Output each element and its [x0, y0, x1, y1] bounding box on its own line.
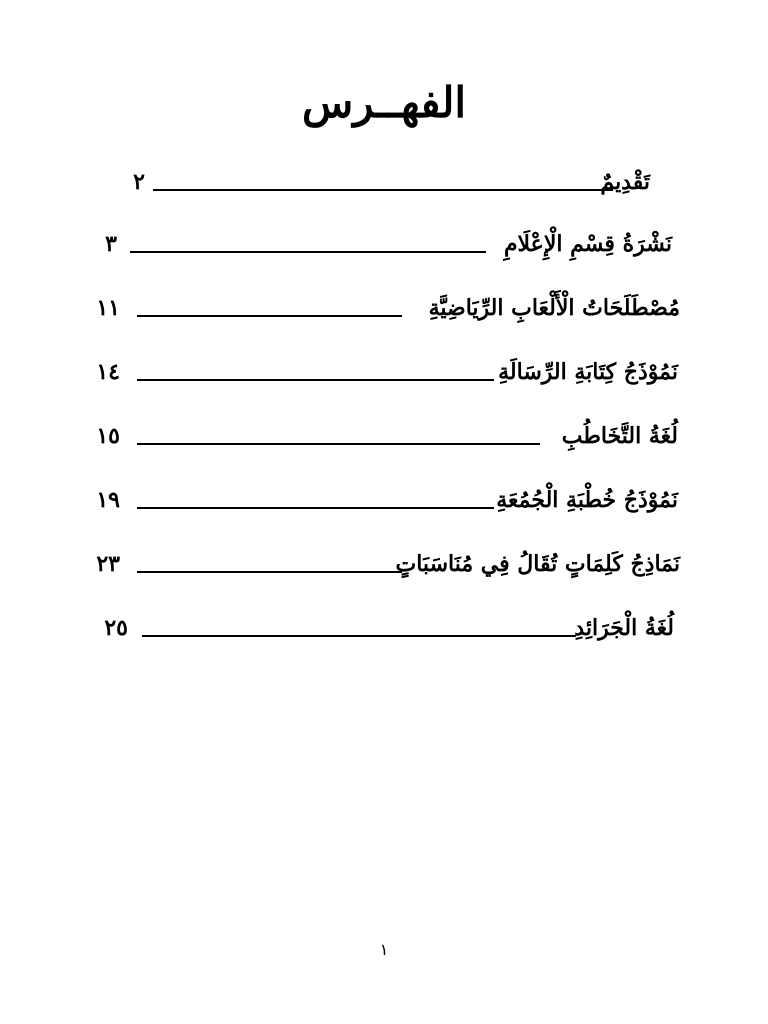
toc-entry-page: ١٩ [96, 487, 120, 513]
toc-entry-title: نَمَاذِجُ كَلِمَاتٍ تُقَالُ فِي مُنَاسَبَاتٍ [395, 551, 680, 577]
toc-leader-line [137, 379, 494, 381]
toc-entry-title: نَمُوْذَجُ كِتَابَةِ الرِّسَالَةِ [498, 359, 678, 385]
toc-entry-title: لُغَةُ الْجَرَائِدِ [574, 615, 674, 641]
toc-entry-page: ٢ [133, 169, 145, 195]
toc-entry-page: ٢٥ [104, 615, 128, 641]
toc-entry [0, 224, 768, 264]
toc-entry [0, 288, 768, 328]
toc-entry-page: ١٥ [96, 423, 120, 449]
toc-leader-line [153, 189, 613, 191]
toc-leader-line [130, 251, 486, 253]
toc-entry-page: ٢٣ [96, 551, 120, 577]
toc-leader-line [142, 635, 576, 637]
toc-entry [0, 416, 768, 456]
toc-entry [0, 608, 768, 648]
toc-entry [0, 544, 768, 584]
page-number: ١ [379, 940, 389, 959]
toc-entry [0, 352, 768, 392]
toc-leader-line [137, 443, 540, 445]
toc-leader-line [137, 315, 402, 317]
toc-entry-title: نَمُوْذَجُ خُطْبَةِ الْجُمُعَةِ [496, 487, 678, 513]
toc-entry-title: نَشْرَةُ قِسْمِ الْإِعْلَامِ [503, 231, 672, 257]
toc-entry-page: ١١ [96, 295, 120, 321]
toc-entry-title: مُصْطَلَحَاتُ الْأَلْعَابِ الرِّيَاضِيَّةِ [428, 295, 680, 321]
page-title: الفهــرس [301, 78, 467, 127]
toc-entry-page: ١٤ [96, 359, 120, 385]
toc-leader-line [137, 571, 402, 573]
toc-entry-page: ٣ [105, 231, 117, 257]
toc-entry-title: لُغَةُ التَّخَاطُبِ [561, 423, 678, 449]
toc-entry-title: تَقْدِيمٌ [600, 169, 650, 195]
toc-entry [0, 162, 768, 202]
toc-entry [0, 480, 768, 520]
toc-leader-line [137, 507, 494, 509]
